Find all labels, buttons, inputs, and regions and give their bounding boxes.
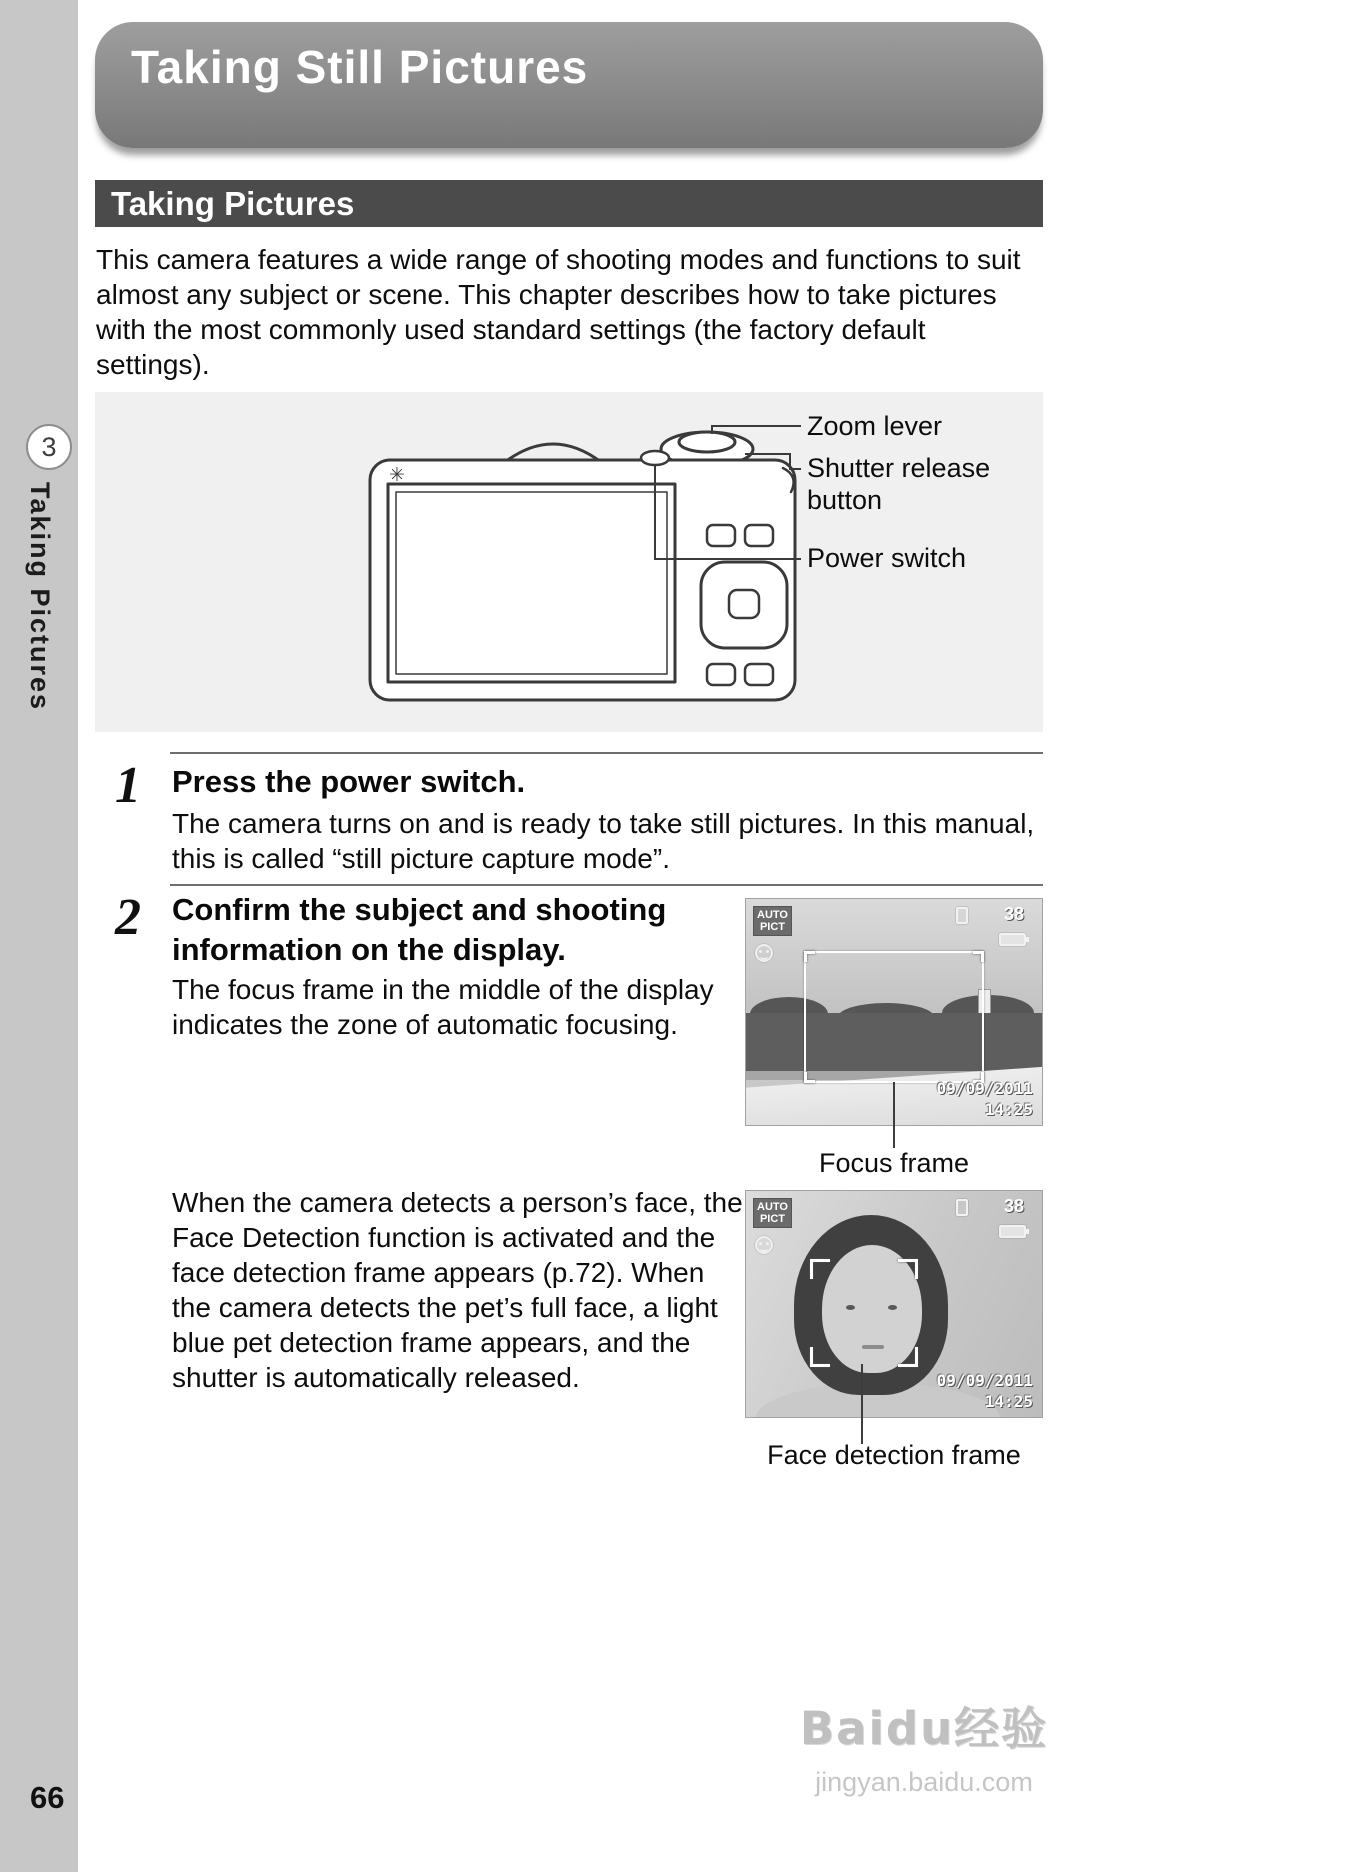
watermark — [786, 1692, 1062, 1798]
intro-paragraph: This camera features a wide range of shooting modes and functions to suit almost any subject or scene. This chapter describes how to take pictures with the most commonly used standard settings (the factory default settings). — [96, 244, 1021, 380]
camera-display-preview-2 — [745, 1190, 1043, 1471]
display-time: 14:25 — [984, 1392, 1033, 1411]
auto-pict-mode-badge — [753, 1198, 792, 1228]
face-detection-icon — [755, 944, 773, 962]
frame-corner-icon — [810, 1259, 830, 1279]
mode-badge-line2: PICT — [759, 1213, 786, 1225]
figure-label-power-switch: Power switch — [807, 543, 967, 573]
frame-corner-icon — [898, 1347, 918, 1367]
frame-corner-icon — [973, 951, 984, 962]
mode-badge-line1: AUTO — [757, 1201, 788, 1213]
chapter-sidebar-label: Taking Pictures — [25, 482, 55, 712]
page-banner — [95, 22, 1043, 148]
step-number: 2 — [115, 889, 141, 946]
frame-corner-icon — [804, 951, 815, 962]
frame-corner-icon — [804, 1072, 815, 1083]
display-date: 09/09/2011 — [936, 1371, 1033, 1390]
display-photo-face — [745, 1190, 1043, 1418]
page-title: Taking Still Pictures — [131, 41, 589, 93]
step-body-face-detection: When the camera detects a person’s face, the Face Detection function is activated and the face detection frame appears (p.72). When the camera detects the pet’s full face, a light blue pet detection frame appears, and the shutter is automatically released. — [172, 1187, 743, 1393]
display-time: 14:25 — [984, 1100, 1033, 1119]
auto-pict-mode-badge — [753, 906, 792, 936]
figure-label-shutter-release: Shutter release button — [807, 453, 991, 515]
section-title: Taking Pictures — [111, 185, 355, 222]
battery-icon — [999, 1225, 1026, 1238]
step-divider — [170, 752, 1043, 754]
step-number: 1 — [115, 757, 141, 814]
caption-connector-line — [861, 1364, 863, 1444]
display-caption: Face detection frame — [767, 1440, 1021, 1470]
remaining-shots: 38 — [1003, 1196, 1024, 1216]
speaker-mark-icon: ✳ — [389, 465, 405, 486]
camera-display-preview-1 — [745, 898, 1043, 1179]
figure-label-zoom-lever: Zoom lever — [807, 411, 943, 441]
memory-card-icon — [956, 1199, 968, 1216]
watermark-url: jingyan.baidu.com — [815, 1767, 1033, 1797]
step-body: The camera turns on and is ready to take still pictures. In this manual, this is called “still picture capture mode”. — [172, 808, 1035, 874]
battery-icon — [999, 933, 1026, 946]
chapter-sidebar — [0, 0, 78, 1872]
page-number: 66 — [30, 1780, 65, 1815]
remaining-shots: 38 — [1003, 904, 1024, 924]
step-heading: Press the power switch. — [172, 764, 526, 799]
memory-card-icon — [956, 907, 968, 924]
display-datetime — [937, 1078, 1033, 1120]
mode-badge-line2: PICT — [759, 921, 786, 933]
display-date: 09/09/2011 — [936, 1079, 1033, 1098]
focus-frame — [804, 951, 984, 1083]
step-heading: Confirm the subject and shooting information on the display. — [172, 892, 667, 967]
face-detection-icon — [755, 1236, 773, 1254]
display-datetime — [937, 1370, 1033, 1412]
frame-corner-icon — [898, 1259, 918, 1279]
caption-connector-line — [893, 1082, 895, 1148]
mode-badge-line1: AUTO — [757, 909, 788, 921]
watermark-brand: Baidu经验 — [799, 1702, 1049, 1755]
step-divider — [170, 884, 1043, 886]
frame-corner-icon — [810, 1347, 830, 1367]
camera-figure — [95, 392, 1043, 732]
display-caption: Focus frame — [818, 1148, 970, 1178]
step-body: The focus frame in the middle of the display indicates the zone of automatic focusing. — [172, 974, 714, 1040]
section-header — [95, 180, 1043, 227]
chapter-number-badge: 3 — [26, 424, 72, 470]
face-detection-frame — [812, 1261, 916, 1365]
